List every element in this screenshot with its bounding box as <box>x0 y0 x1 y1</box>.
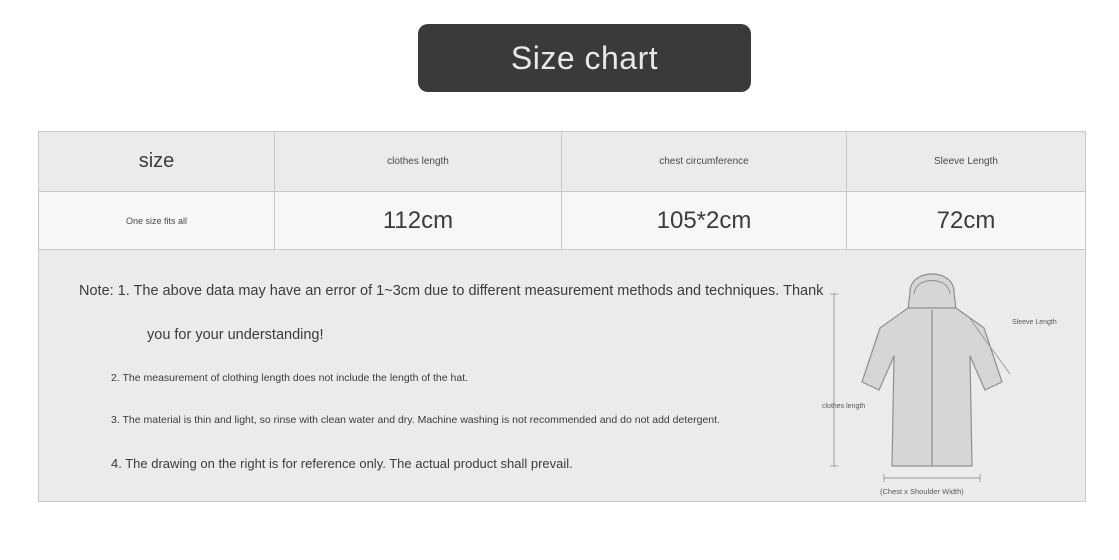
value-size: One size fits all <box>125 215 188 226</box>
table-cell-size-value <box>39 192 275 249</box>
table-row <box>39 191 1085 249</box>
value-clothes-length: 112cm <box>382 206 454 234</box>
header-label-chest-circumference: chest circumference <box>659 156 749 167</box>
header-label-clothes-length: clothes length <box>387 156 449 167</box>
header-label-sleeve-length: Sleeve Length <box>934 156 998 167</box>
value-sleeve-length: 72cm <box>936 206 996 234</box>
svg-text:clothes length: clothes length <box>822 403 866 410</box>
size-table <box>38 131 1086 502</box>
notes-section <box>39 249 1085 501</box>
note-line-1-cont: you for your understanding! <box>147 326 324 343</box>
note-line-2: 2. The measurement of clothing length does not include the length of the hat. <box>111 372 469 385</box>
table-header-clothes-length <box>275 132 562 191</box>
note-line-3: 3. The material is thin and light, so rinse with clean water and dry. Machine washing is not recommended and do not add detergent. <box>111 414 720 427</box>
note-line-1: Note: 1. The above data may have an error of 1~3cm due to different measurement methods and techniques. Thank <box>79 283 824 299</box>
value-chest-circumference: 105*2cm <box>656 206 752 234</box>
table-cell-chest-circumference-value <box>562 192 847 249</box>
table-header-size <box>39 132 275 191</box>
note-line-4: 4. The drawing on the right is for reference only. The actual product shall prevail. <box>111 456 573 472</box>
table-header-chest-circumference <box>562 132 847 191</box>
raincoat-diagram <box>822 250 1077 500</box>
notes-text-block <box>79 268 839 473</box>
table-header-sleeve-length <box>847 132 1085 191</box>
svg-text:Sleeve Length: Sleeve Length <box>1012 319 1057 326</box>
svg-text:(Chest x Shoulder Width): (Chest x Shoulder Width) <box>880 487 964 496</box>
size-chart-title-banner <box>418 24 751 92</box>
table-header-row <box>39 132 1085 191</box>
header-label-size: size <box>138 150 175 172</box>
table-cell-sleeve-length-value <box>847 192 1085 249</box>
page-title: Size chart <box>510 39 659 76</box>
table-cell-clothes-length-value <box>275 192 562 249</box>
